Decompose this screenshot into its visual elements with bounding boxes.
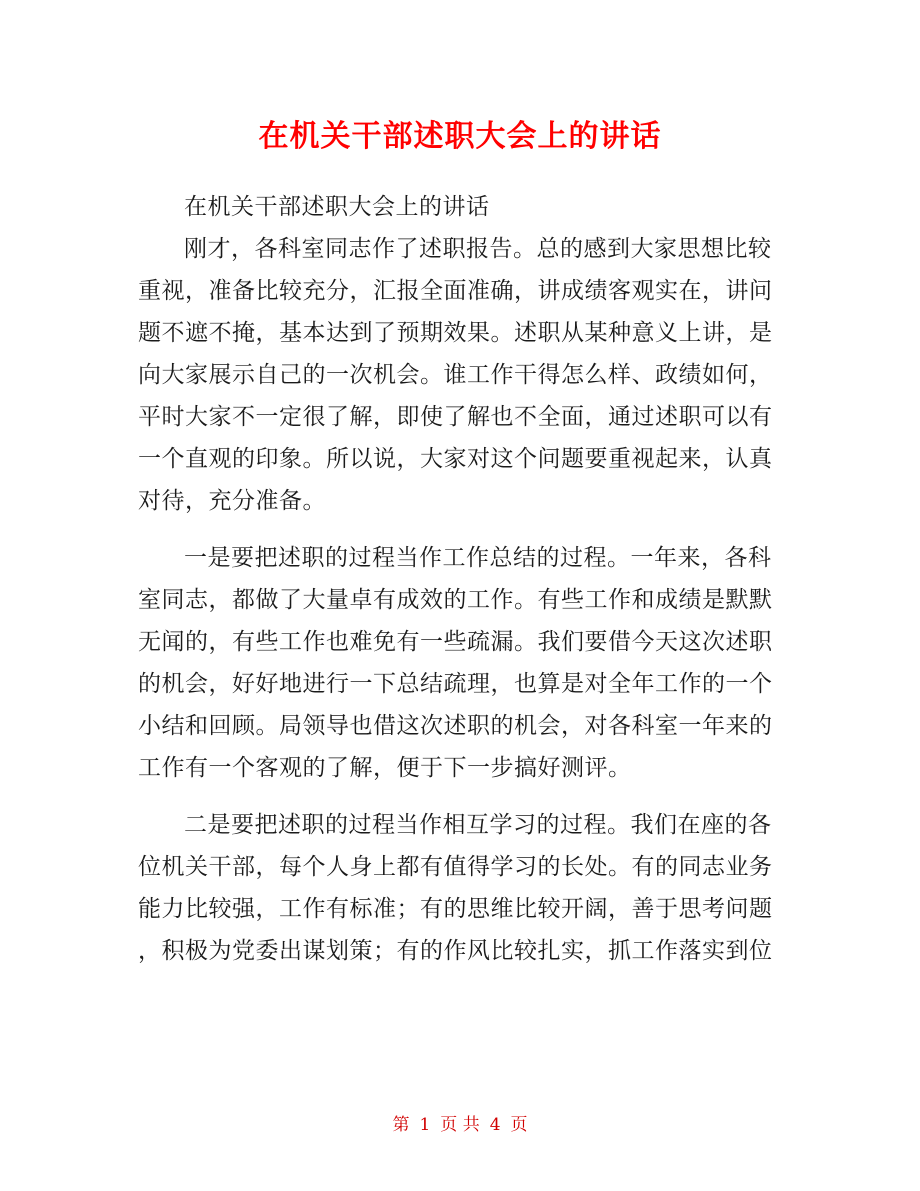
footer-prefix: 第 <box>392 1115 410 1135</box>
paragraph-line: 刚才，各科室同志作了述职报告。总的感到大家思想比较 <box>184 236 772 262</box>
paragraph-line: ，积极为党委出谋划策；有的作风比较扎实，抓工作落实到位 <box>138 938 773 964</box>
page-footer <box>0 1110 920 1140</box>
paragraph-line: 题不遮不掩，基本达到了预期效果。述职从某种意义上讲，是 <box>138 320 773 346</box>
paragraph-line: 能力比较强，工作有标准；有的思维比较开阔，善于思考问题 <box>138 896 773 922</box>
document-body <box>138 186 788 972</box>
paragraph-line: 室同志，都做了大量卓有成效的工作。有些工作和成绩是默默 <box>138 587 773 613</box>
paragraph-line: 一是要把述职的过程当作工作总结的过程。一年来，各科 <box>184 545 772 571</box>
paragraph-line: 向大家展示自己的一次机会。谁工作干得怎么样、政绩如何， <box>138 362 773 388</box>
footer-middle: 页 共 <box>440 1115 480 1135</box>
paragraph-line: 在机关干部述职大会上的讲话 <box>184 194 490 220</box>
paragraph-line: 对待，充分准备。 <box>138 488 326 514</box>
footer-suffix: 页 <box>510 1115 528 1135</box>
paragraph-line: 无闻的，有些工作也难免有一些疏漏。我们要借今天这次述职 <box>138 629 773 655</box>
paragraph-line: 工作有一个客观的了解，便于下一步搞好测评。 <box>138 755 632 781</box>
paragraph-line: 二是要把述职的过程当作相互学习的过程。我们在座的各 <box>184 812 772 838</box>
page-title: 在机关干部述职大会上的讲话 <box>258 119 662 154</box>
paragraph-line: 的机会，好好地进行一下总结疏理，也算是对全年工作的一个 <box>138 671 773 697</box>
paragraph-line: 小结和回顾。局领导也借这次述职的机会，对各科室一年来的 <box>138 713 773 739</box>
paragraph-line: 一个直观的印象。所以说，大家对这个问题要重视起来，认真 <box>138 446 773 472</box>
paragraph-line: 位机关干部，每个人身上都有值得学习的长处。有的同志业务 <box>138 854 773 880</box>
paragraph-line: 重视，准备比较充分，汇报全面准确，讲成绩客观实在，讲问 <box>138 278 773 304</box>
footer-page-number: 1 <box>419 1115 431 1135</box>
footer-total-pages: 4 <box>489 1115 501 1135</box>
paragraph-line: 平时大家不一定很了解，即使了解也不全面，通过述职可以有 <box>138 404 773 430</box>
